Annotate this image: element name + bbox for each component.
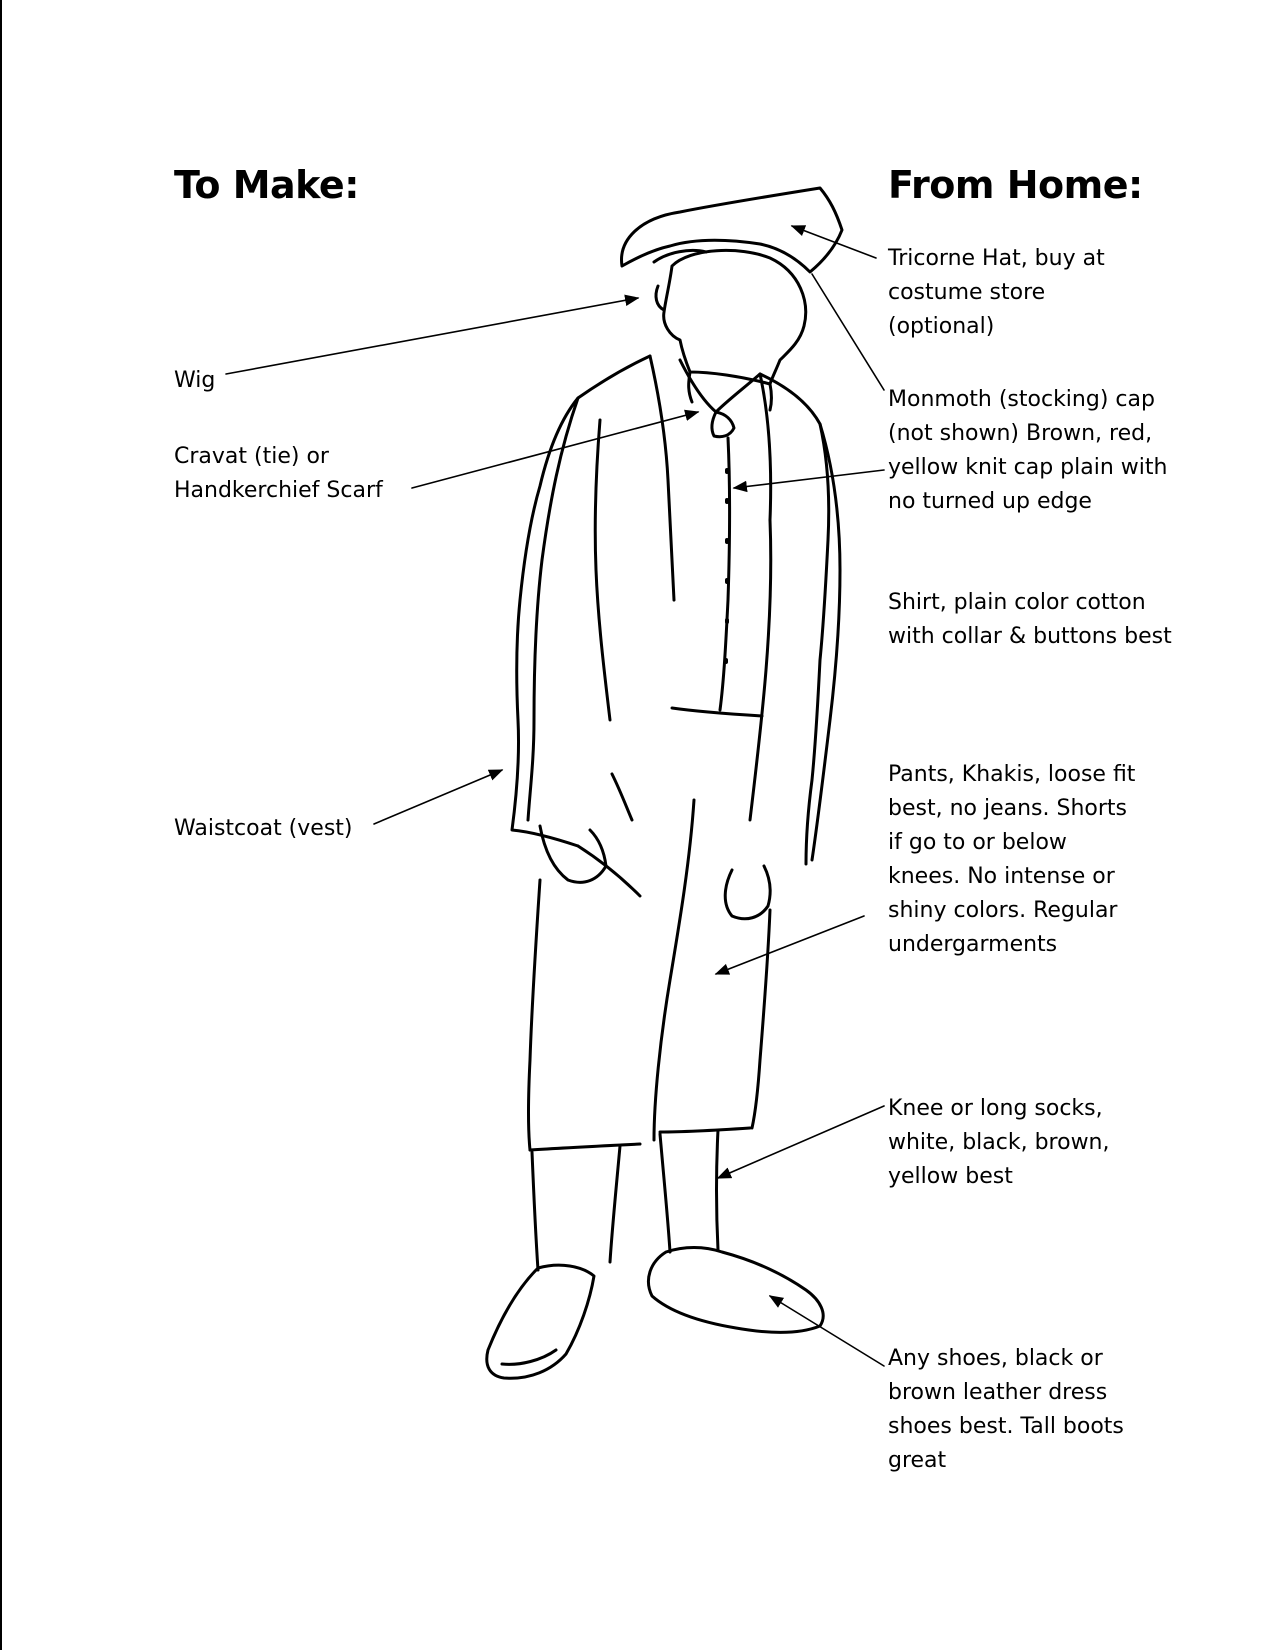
label-socks: Knee or long socks, white, black, brown, yellow best xyxy=(888,1096,1110,1189)
label-wig: Wig xyxy=(174,368,216,393)
figure-outline xyxy=(487,188,842,1378)
label-shirt: Shirt, plain color cotton with collar & buttons best xyxy=(888,590,1172,649)
leader-pants xyxy=(716,916,864,974)
leader-waistcoat xyxy=(374,770,502,824)
collar-outline xyxy=(680,360,760,412)
label-cravat: Cravat (tie) or Handkerchief Scarf xyxy=(174,444,383,503)
label-waistcoat: Waistcoat (vest) xyxy=(174,816,353,841)
right-shoe-outline xyxy=(648,1248,823,1333)
from-home-heading: From Home: xyxy=(888,163,1143,207)
breeches-left-outline xyxy=(529,880,541,1150)
right-sock-outline xyxy=(660,1134,670,1252)
leader-monmoth-cap xyxy=(812,274,884,390)
left-sock-outline xyxy=(532,1152,538,1270)
tricorne-hat-outline xyxy=(622,188,842,272)
leader-lines xyxy=(226,226,884,1366)
breeches-right-outline xyxy=(752,910,770,1128)
leader-shirt xyxy=(734,470,884,488)
label-pants: Pants, Khakis, loose fit best, no jeans. Shorts if go to or below knees. No intense or shiny colors. Regular undergarments xyxy=(888,762,1136,957)
left-hand-outline xyxy=(540,826,606,882)
to-make-heading: To Make: xyxy=(174,163,359,207)
head-outline xyxy=(664,250,806,384)
left-shoe-outline xyxy=(487,1265,594,1378)
leader-wig xyxy=(226,298,638,374)
waistcoat-hem xyxy=(672,708,762,716)
leader-tricorne-hat xyxy=(792,226,876,258)
leader-socks xyxy=(718,1106,884,1178)
label-tricorne-hat: Tricorne Hat, buy at costume store (optional) xyxy=(888,246,1105,339)
label-monmoth-cap: Monmoth (stocking) cap (not shown) Brown, red, yellow knit cap plain with no turned up edge xyxy=(888,387,1168,514)
label-shoes: Any shoes, black or brown leather dress shoes best. Tall boots great xyxy=(888,1346,1124,1473)
right-hand-outline xyxy=(725,866,770,919)
